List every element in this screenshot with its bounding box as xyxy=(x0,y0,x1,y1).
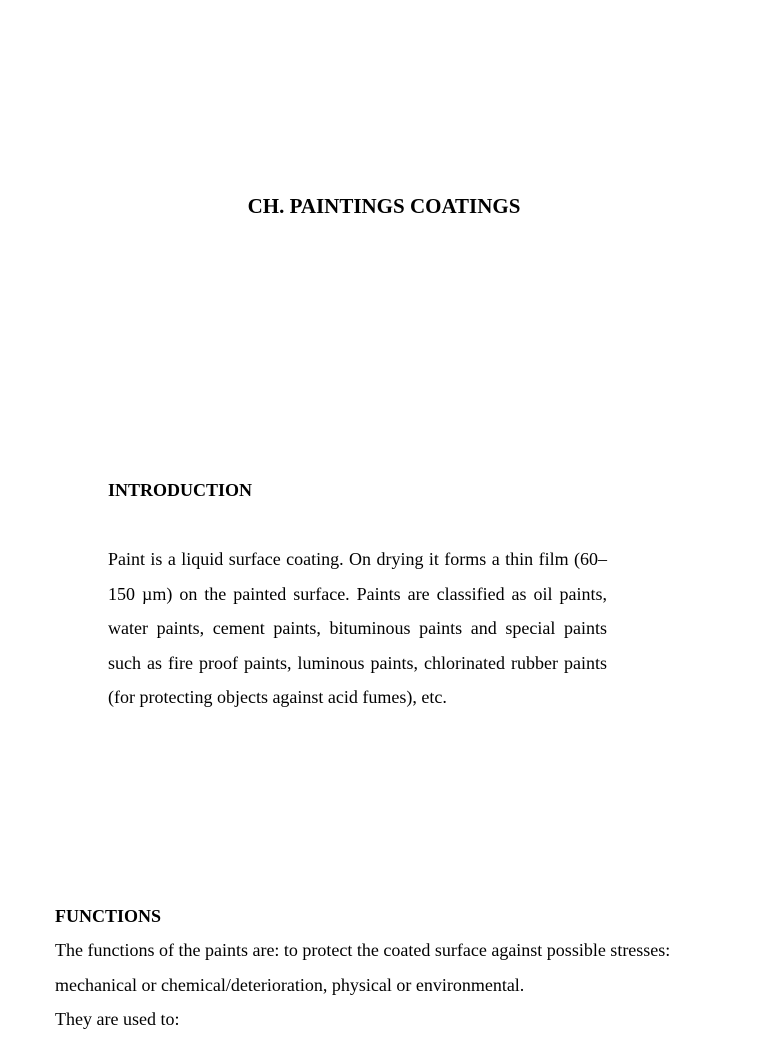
functions-heading: FUNCTIONS xyxy=(55,906,162,926)
functions-line: They are used to: xyxy=(55,1009,180,1030)
introduction-paragraph: Paint is a liquid surface coating. On drying it forms a thin film (60–150 µm) on the painted surface. Paints are classified as oil paints, water paints, cement paints, bituminous paints and special paints such as fire proof paints, luminous paints, chlorinated rubber paints (for protecting objects against acid fumes), etc. xyxy=(108,549,607,708)
introduction-heading: INTRODUCTION xyxy=(108,480,253,500)
chapter-title: CH. PAINTINGS COATINGS xyxy=(247,194,521,218)
functions-line: The functions of the paints are: to protect the coated surface against possible stresses: xyxy=(55,940,671,960)
functions-line: mechanical or chemical/deterioration, physical or environmental. xyxy=(55,974,525,995)
functions-paragraph xyxy=(55,933,735,1037)
